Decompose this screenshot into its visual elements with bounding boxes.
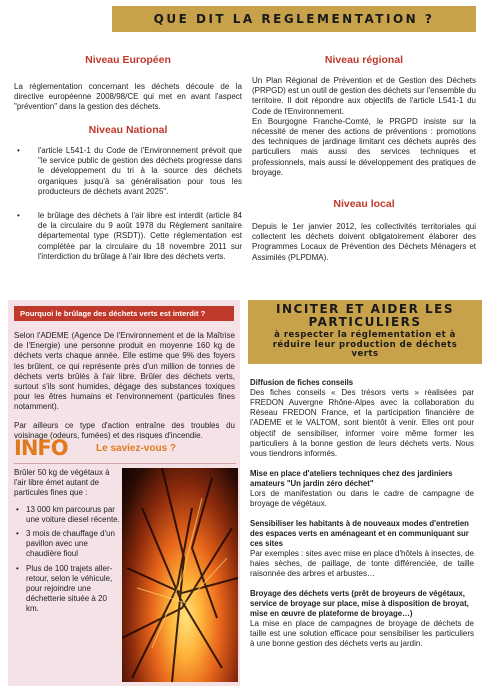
- europe-text: La réglementation concernant les déchets découle de la directive européenne 2008/98/CE qui met en avant l'aspect "prévention" dans la gestion des déchets.: [14, 82, 242, 112]
- national-section: [14, 124, 242, 262]
- regional-heading: Niveau régional: [324, 54, 404, 66]
- actions-list: [250, 378, 474, 649]
- info-underline: [14, 463, 236, 464]
- action-text: Des fiches conseils « Des trésors verts » réalisées par FREDON Auvergne Rhône-Alpes avec la collaboration du Réseau FREDON France, et la participation financière de l'ADEME et le VALTOM, sont bientôt à venir. Elles ont pour objectif de sensibiliser, informer voire même former les particuliers à la bonne gestion de leurs déchets verts. Nous vous tiendrons informés.: [250, 387, 474, 459]
- info-item: • 3 mois de chauffage d'un pavillon avec une chaudière fioul: [14, 529, 120, 560]
- action-title: Diffusion de fiches conseils: [250, 378, 354, 387]
- action-text: Par exemples : sites avec mise en place d'hôtels à insectes, de haies sèches, de paillage, de tonte différenciée, de taille raisonnée des arbres et arbustes…: [250, 548, 474, 579]
- action-item: [250, 589, 474, 649]
- info-text: [14, 468, 120, 615]
- branches-silhouette: [122, 468, 238, 682]
- info-logo-text: INFO: [14, 436, 68, 460]
- right-banner: [248, 300, 482, 364]
- why-text-1: Selon l'ADEME (Agence De l'Environnement et de la Maîtrise de l'Energie) une personne produit en moyenne 160 kg de déchets verts chaque année. Elle estime que 9% des foyers les brûlent, ce qui représente près d'un million de tonnes de déchets verts brûlés à l'air libre. Brûler des déchets verts, surtout s'ils sont humides, dégage des substances toxiques pour les êtres humains et l'environnement (particules fines notamment).: [14, 331, 235, 412]
- action-title: Mise en place d'ateliers techniques chez des jardiniers amateurs "Un jardin zéro déchet": [250, 469, 453, 489]
- right-banner-title: INCITER ET AIDER LES PARTICULIERS: [276, 302, 454, 329]
- info-item: • 13 000 km parcourus par une voiture diesel récente.: [14, 505, 120, 525]
- action-text: Lors de manifestation ou dans le cadre de campagne de broyage de végétaux.: [250, 488, 474, 509]
- info-item: • Plus de 100 trajets aller-retour, selon le véhicule, pour rejoindre une déchetterie située à 20 km.: [14, 564, 120, 615]
- action-title: Broyage des déchets verts (prêt de broyeurs de végétaux, service de broyage sur place, mise à disposition de broyat, mise en œuvre de plateforme de broyage…): [250, 589, 469, 618]
- top-banner: [112, 6, 476, 32]
- why-text-2: Par ailleurs ce type d'action entraîne des troubles du voisinage (odeurs, fumées) et des risques d'incendie.: [14, 420, 235, 440]
- top-banner-title: QUE DIT LA REGLEMENTATION ?: [153, 12, 435, 26]
- action-item: [250, 378, 474, 459]
- national-bullets: [14, 146, 242, 262]
- action-text: La mise en place de campagnes de broyage de déchets de taille est une solution efficace pour sensibiliser les particuliers à une bonne gestion des déchets verts au jardin.: [250, 618, 474, 649]
- europe-heading: Niveau Européen: [85, 54, 171, 66]
- regional-text-2: En Bourgogne Franche-Comté, le PRGPD insiste sur la nécessité de mener des actions de préventions : promotions des techniques de jardinage limitant ces déchets auprès des particuliers mais aussi des services techniques et professionnels, mais aussi le développement des pratiques de broyage.: [252, 116, 476, 177]
- action-item: [250, 519, 474, 579]
- local-section: [252, 198, 476, 263]
- info-intro: Brûler 50 kg de végétaux à l'air libre émet autant de particules fines que :: [14, 468, 110, 498]
- local-heading: Niveau local: [333, 198, 395, 210]
- local-text: Depuis le 1er janvier 2012, les collectivités territoriales qui collectent les déchets doivent obligatoirement élaborer des Programmes Locaux de Prévention des Déchets Ménagers et Assimilés (PLPDMA).: [252, 222, 476, 262]
- regional-section: [252, 54, 476, 178]
- action-item: [250, 469, 474, 509]
- europe-section: [14, 54, 242, 113]
- national-bullet: • le brûlage des déchets à l'air libre est interdit (article 84 de la circulaire du 9 août 1978 du Règlement sanitaire départemental type (RSDT)). Cette réglementation est complétée par la circulaire du 18 novembre 2011 sur l'interdiction du brûlage à l'air libre des déchets verts.: [14, 211, 242, 262]
- national-bullet: • l'article L541-1 du Code de l'Environnement prévoit que "le service public de gestion des déchets progresse dans le développement du tri à la source des déchets organiques jusqu'à sa généralisation pour tous les producteurs de déchets avant 2025".: [14, 146, 242, 197]
- why-content: [14, 331, 235, 441]
- right-banner-subtitle: à respecter la réglementation et à réduire leur production de déchets verts: [272, 330, 458, 359]
- regional-text-1: Un Plan Régional de Prévention et de Gestion des Déchets (PRPGD) est un outil de gestion des déchets sur l'ensemble du territoire. Il doit répondre aux objectifs de l'article L541-1 du Code de l'Environnement.: [252, 76, 476, 116]
- national-heading: Niveau National: [88, 124, 168, 136]
- action-title: Sensibiliser les habitants à de nouveaux modes d'entretien des espaces verts en aménageant et en communiquant sur ces sites: [250, 519, 469, 548]
- info-logo: [14, 436, 86, 460]
- burning-branches-photo: [122, 468, 238, 682]
- info-title: Le saviez-vous ?: [96, 443, 177, 454]
- why-tab: Pourquoi le brûlage des déchets verts est interdit ?: [14, 306, 234, 321]
